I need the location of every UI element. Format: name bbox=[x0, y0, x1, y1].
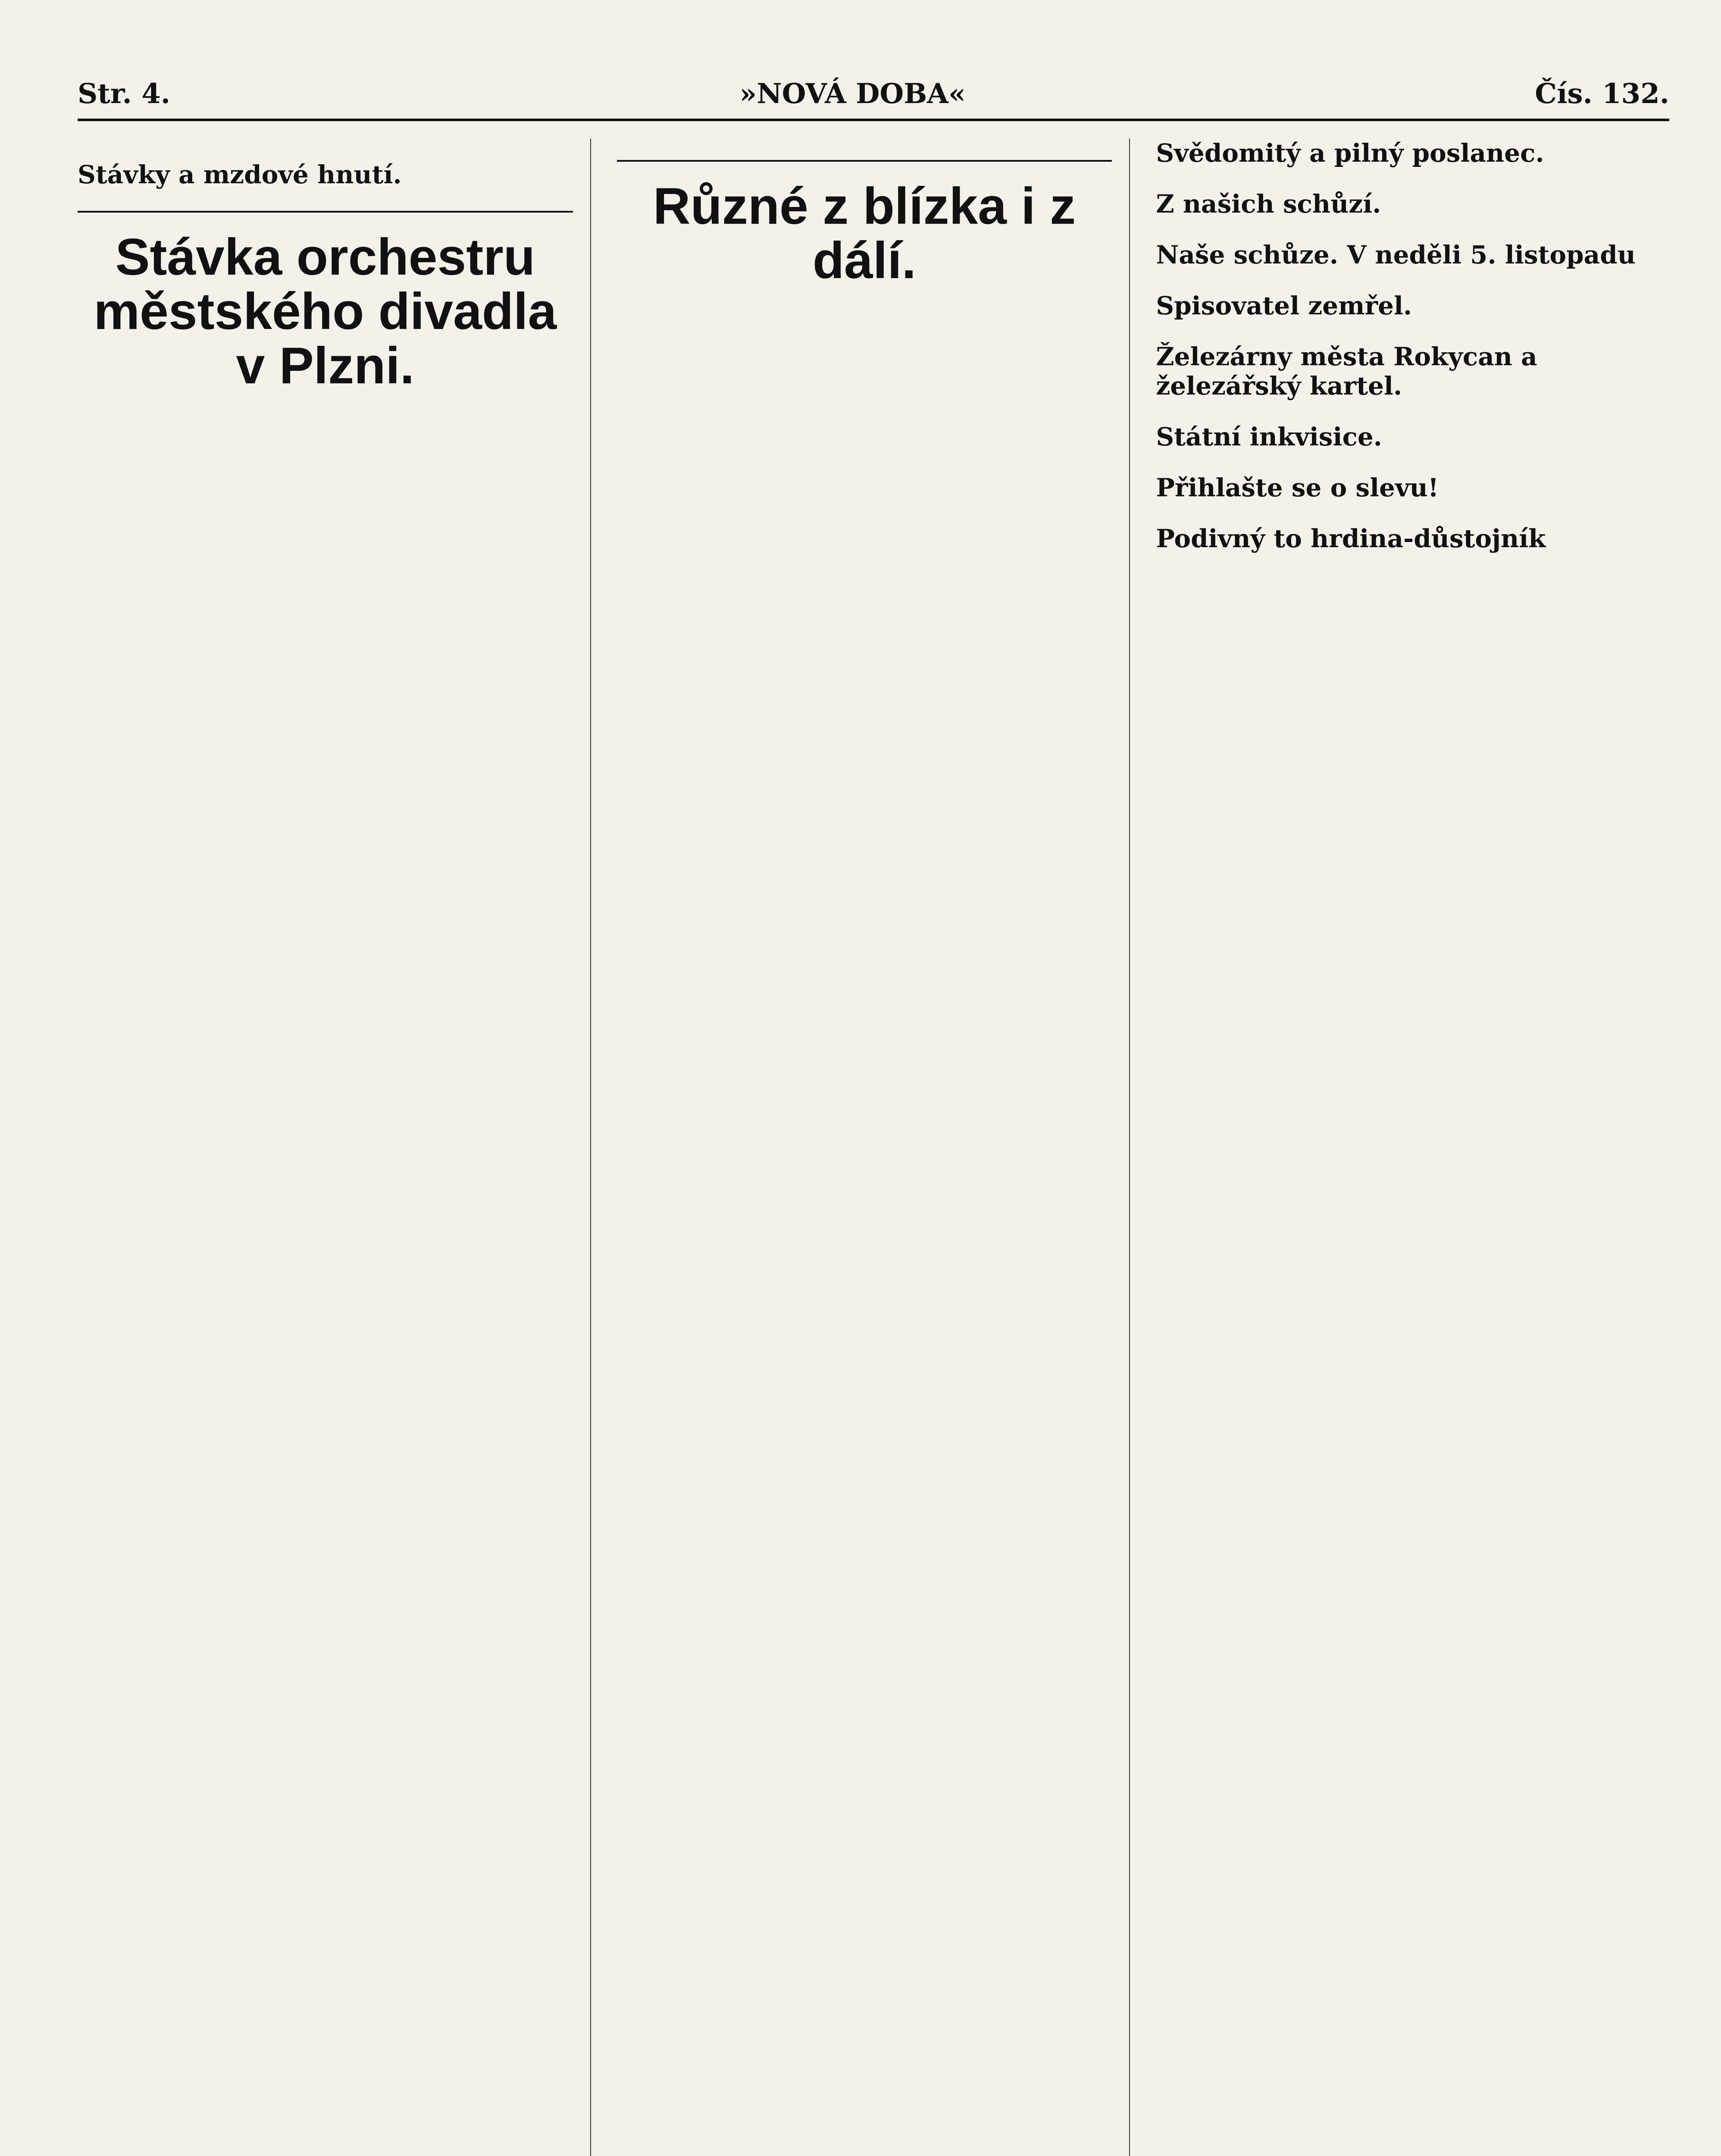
news-item-heading: Spisovatel zemřel. bbox=[1156, 291, 1412, 320]
news-item bbox=[1156, 138, 1652, 168]
article-columns bbox=[78, 138, 1669, 2156]
news-item bbox=[1156, 240, 1652, 270]
divider bbox=[617, 160, 1112, 162]
news-item bbox=[1156, 342, 1652, 401]
news-item bbox=[1156, 524, 1652, 553]
news-item bbox=[1156, 189, 1652, 219]
article-misc bbox=[617, 179, 1112, 288]
news-item-heading: Naše schůze. V neděli 5. listopadu bbox=[1156, 240, 1636, 270]
column-3 bbox=[1156, 138, 1669, 2156]
article-strikes bbox=[78, 160, 573, 189]
news-item-heading: Svědomitý a pilný poslanec. bbox=[1156, 138, 1544, 168]
news-item bbox=[1156, 473, 1652, 502]
news-item bbox=[1156, 291, 1652, 320]
article-orchestra bbox=[78, 230, 573, 393]
issue-number: Čís. 132. bbox=[1535, 78, 1669, 110]
page-number: Str. 4. bbox=[78, 78, 170, 110]
column-1 bbox=[78, 138, 591, 2156]
article-headline: Stávka orchestru městského divadla v Plzni. bbox=[94, 228, 557, 395]
article-heading: Stávky a mzdové hnutí. bbox=[78, 160, 402, 189]
news-item-heading: Přihlašte se o slevu! bbox=[1156, 473, 1439, 502]
news-item-heading: Podivný to hrdina-důstojník bbox=[1156, 524, 1546, 553]
section-headline: Různé z blízka i z dálí. bbox=[653, 177, 1076, 289]
news-item-heading: Z našich schůzí. bbox=[1156, 189, 1381, 219]
column-2 bbox=[617, 138, 1130, 2156]
paper-title: »NOVÁ DOBA« bbox=[739, 78, 966, 110]
news-item bbox=[1156, 422, 1652, 451]
masthead bbox=[78, 78, 1669, 121]
news-item-heading: Státní inkvisice. bbox=[1156, 422, 1382, 451]
news-item-heading: Železárny města Rokycan a železářský kartel. bbox=[1156, 342, 1537, 401]
divider bbox=[78, 211, 573, 213]
